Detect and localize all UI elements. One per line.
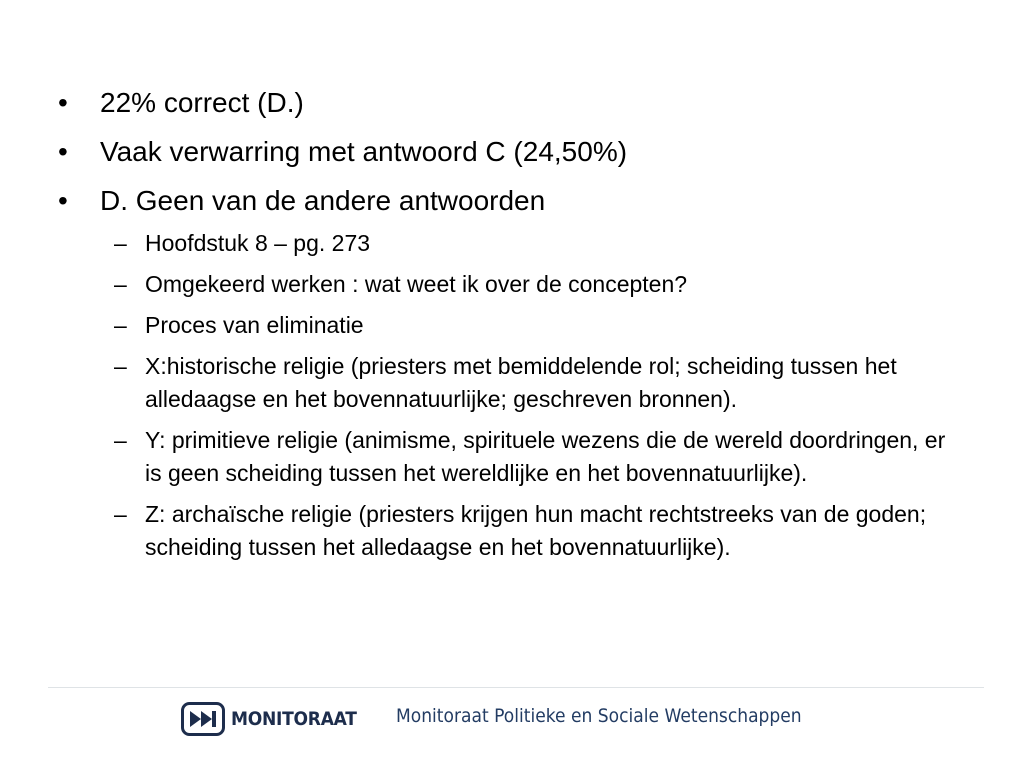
bullet-marker: • xyxy=(58,87,68,118)
sub-bullet-text: Omgekeerd werken : wat weet ik over de concepten? xyxy=(145,271,688,297)
bullet-item xyxy=(56,135,956,169)
sub-bullet-text: X:historische religie (priesters met bemiddelende rol; scheiding tussen het alledaagse en het bovennatuurlijke; geschreven bronnen). xyxy=(145,353,897,412)
dash-marker: – xyxy=(114,230,127,256)
logo-text: MONITORAAT xyxy=(231,708,357,730)
sub-bullet-item xyxy=(56,424,956,490)
dash-marker: – xyxy=(114,312,127,338)
footer-divider xyxy=(48,687,984,688)
sub-bullet-item xyxy=(56,268,956,301)
bullet-text: D. Geen van de andere antwoorden xyxy=(100,185,546,216)
footer-title: Monitoraat Politieke en Sociale Wetenschappen xyxy=(396,705,802,727)
bullet-item xyxy=(56,86,956,120)
slide-content xyxy=(56,86,956,572)
sub-bullet-text: Hoofdstuk 8 – pg. 273 xyxy=(145,230,371,256)
monitoraat-logo xyxy=(181,702,371,736)
sub-bullet-item xyxy=(56,350,956,416)
bullet-item xyxy=(56,184,956,218)
sub-bullet-list xyxy=(56,227,956,564)
bullet-text: Vaak verwarring met antwoord C (24,50%) xyxy=(100,136,628,167)
dash-marker: – xyxy=(114,353,127,379)
dash-marker: – xyxy=(114,501,127,527)
dash-marker: – xyxy=(114,271,127,297)
fast-forward-icon xyxy=(181,702,225,736)
sub-bullet-text: Y: primitieve religie (animisme, spirituele wezens die de wereld doordringen, er is geen scheiding tussen het wereldlijke en het bovennatuurlijke). xyxy=(145,427,946,486)
sub-bullet-item xyxy=(56,227,956,260)
sub-bullet-item xyxy=(56,498,956,564)
sub-bullet-text: Proces van eliminatie xyxy=(145,312,364,338)
bullet-marker: • xyxy=(58,185,68,216)
sub-bullet-text: Z: archaïsche religie (priesters krijgen hun macht rechtstreeks van de goden; scheiding tussen het alledaagse en het bovennatuurlijke). xyxy=(145,501,927,560)
bullet-marker: • xyxy=(58,136,68,167)
sub-bullet-item xyxy=(56,309,956,342)
dash-marker: – xyxy=(114,427,127,453)
bullet-text: 22% correct (D.) xyxy=(100,87,304,118)
